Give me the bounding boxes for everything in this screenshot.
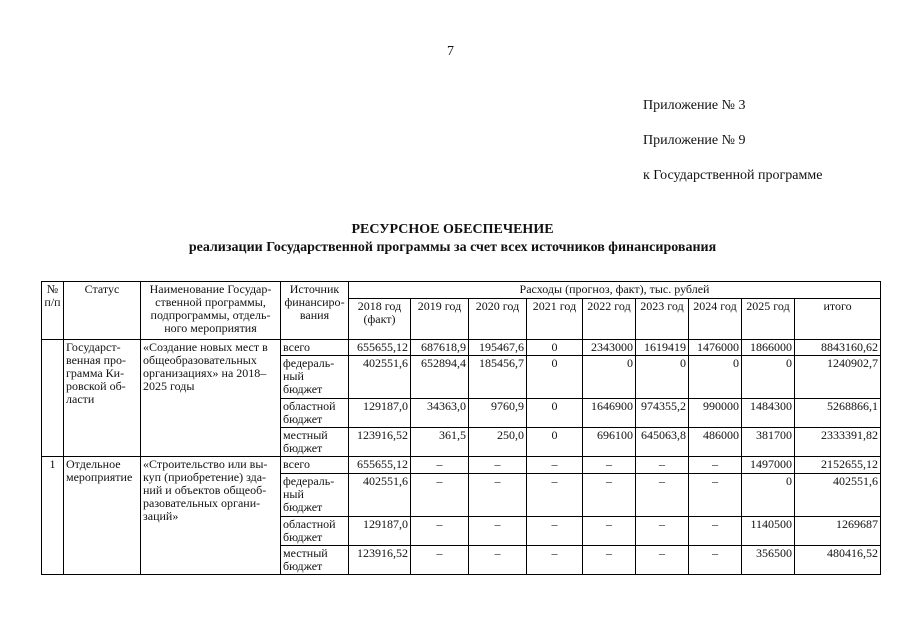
cell-value: 486000 [689,428,742,457]
header-year: 2019 год [411,299,469,340]
cell-value: 974355,2 [636,399,689,428]
resource-table [41,281,881,575]
appendix-line-3: к Государственной программе [643,168,823,183]
cell-value: 2343000 [583,340,636,356]
cell-value: 1619419 [636,340,689,356]
table-row [42,340,881,356]
cell-source: местный бюджет [281,546,349,575]
header-year: 2021 год [527,299,583,340]
cell-value: 9760,9 [469,399,527,428]
appendix-line-1: Приложение № 3 [643,98,746,113]
cell-value: – [636,457,689,474]
cell-value: – [527,474,583,517]
appendix-line-2: Приложение № 9 [643,133,746,148]
cell-value: – [411,457,469,474]
cell-value: – [636,546,689,575]
cell-value: 0 [527,340,583,356]
header-year: 2022 год [583,299,636,340]
table-header-row-1 [42,282,881,299]
cell-value: – [689,474,742,517]
cell-value: 1476000 [689,340,742,356]
cell-value: 129187,0 [349,517,411,546]
cell-value: 652894,4 [411,356,469,399]
cell-name: «Строительство или выкуп (приобретение) зданий и объектов общеобразовательных организаций» [141,457,281,575]
header-status: Статус [64,282,141,340]
cell-value: 0 [636,356,689,399]
cell-value: 361,5 [411,428,469,457]
cell-value: 123916,52 [349,546,411,575]
header-year: 2023 год [636,299,689,340]
cell-value: 1866000 [742,340,795,356]
cell-total: 2333391,82 [795,428,881,457]
cell-value: 687618,9 [411,340,469,356]
cell-value: 0 [742,356,795,399]
cell-source: всего [281,340,349,356]
cell-name: «Создание новых мест в общеобразовательных организациях» на 2018–2025 годы [141,340,281,457]
cell-value: 1484300 [742,399,795,428]
cell-value: 381700 [742,428,795,457]
document-subtitle: реализации Государственной программы за счет всех источников финансирования [188,240,717,255]
cell-value: – [469,457,527,474]
cell-value: 185456,7 [469,356,527,399]
cell-num: 1 [42,457,64,575]
cell-value: – [583,517,636,546]
cell-value: 645063,8 [636,428,689,457]
cell-value: 402551,6 [349,474,411,517]
cell-value: – [411,517,469,546]
header-year: 2018 год (факт) [349,299,411,340]
cell-value: – [527,517,583,546]
cell-value: 1140500 [742,517,795,546]
cell-value: 0 [583,356,636,399]
cell-value: – [583,474,636,517]
page-number: 7 [447,44,454,59]
cell-value: 123916,52 [349,428,411,457]
cell-value: 655655,12 [349,340,411,356]
cell-value: – [527,546,583,575]
cell-value: 0 [527,356,583,399]
table-row [42,457,881,474]
cell-total: 1240902,7 [795,356,881,399]
cell-value: 0 [742,474,795,517]
document-title: РЕСУРСНОЕ ОБЕСПЕЧЕНИЕ [351,222,554,237]
cell-value: 356500 [742,546,795,575]
header-num: № п/п [42,282,64,340]
cell-total: 2152655,12 [795,457,881,474]
cell-value: – [689,457,742,474]
cell-value: – [636,517,689,546]
cell-value: 1646900 [583,399,636,428]
cell-value: 0 [527,428,583,457]
cell-value: – [583,546,636,575]
cell-source: федеральный бюджет [281,356,349,399]
cell-value: 655655,12 [349,457,411,474]
header-year: 2025 год [742,299,795,340]
cell-value: 696100 [583,428,636,457]
cell-num [42,340,64,457]
header-year: 2024 год [689,299,742,340]
cell-status: Государственная программа Кировской области [64,340,141,457]
cell-value: – [411,546,469,575]
cell-value: 0 [527,399,583,428]
header-year: 2020 год [469,299,527,340]
cell-value: – [527,457,583,474]
cell-source: областной бюджет [281,517,349,546]
header-total: итого [795,299,881,340]
cell-value: 0 [689,356,742,399]
cell-value: 34363,0 [411,399,469,428]
cell-value: – [636,474,689,517]
cell-total: 5268866,1 [795,399,881,428]
cell-value: – [689,546,742,575]
cell-source: областной бюджет [281,399,349,428]
cell-total: 480416,52 [795,546,881,575]
cell-source: всего [281,457,349,474]
cell-value: 402551,6 [349,356,411,399]
cell-value: 195467,6 [469,340,527,356]
cell-value: – [469,474,527,517]
cell-value: 129187,0 [349,399,411,428]
header-source: Источник финансирования [281,282,349,340]
cell-total: 402551,6 [795,474,881,517]
cell-status: Отдельное мероприятие [64,457,141,575]
cell-value: – [469,546,527,575]
cell-value: – [583,457,636,474]
cell-value: – [411,474,469,517]
cell-total: 8843160,62 [795,340,881,356]
cell-total: 1269687 [795,517,881,546]
header-name: Наименование Государственной программы, подпрограммы, отдельного мероприятия [141,282,281,340]
cell-value: – [689,517,742,546]
cell-value: 990000 [689,399,742,428]
cell-value: 250,0 [469,428,527,457]
cell-value: 1497000 [742,457,795,474]
cell-value: – [469,517,527,546]
header-expenses: Расходы (прогноз, факт), тыс. рублей [349,282,881,299]
cell-source: местный бюджет [281,428,349,457]
cell-source: федеральный бюджет [281,474,349,517]
